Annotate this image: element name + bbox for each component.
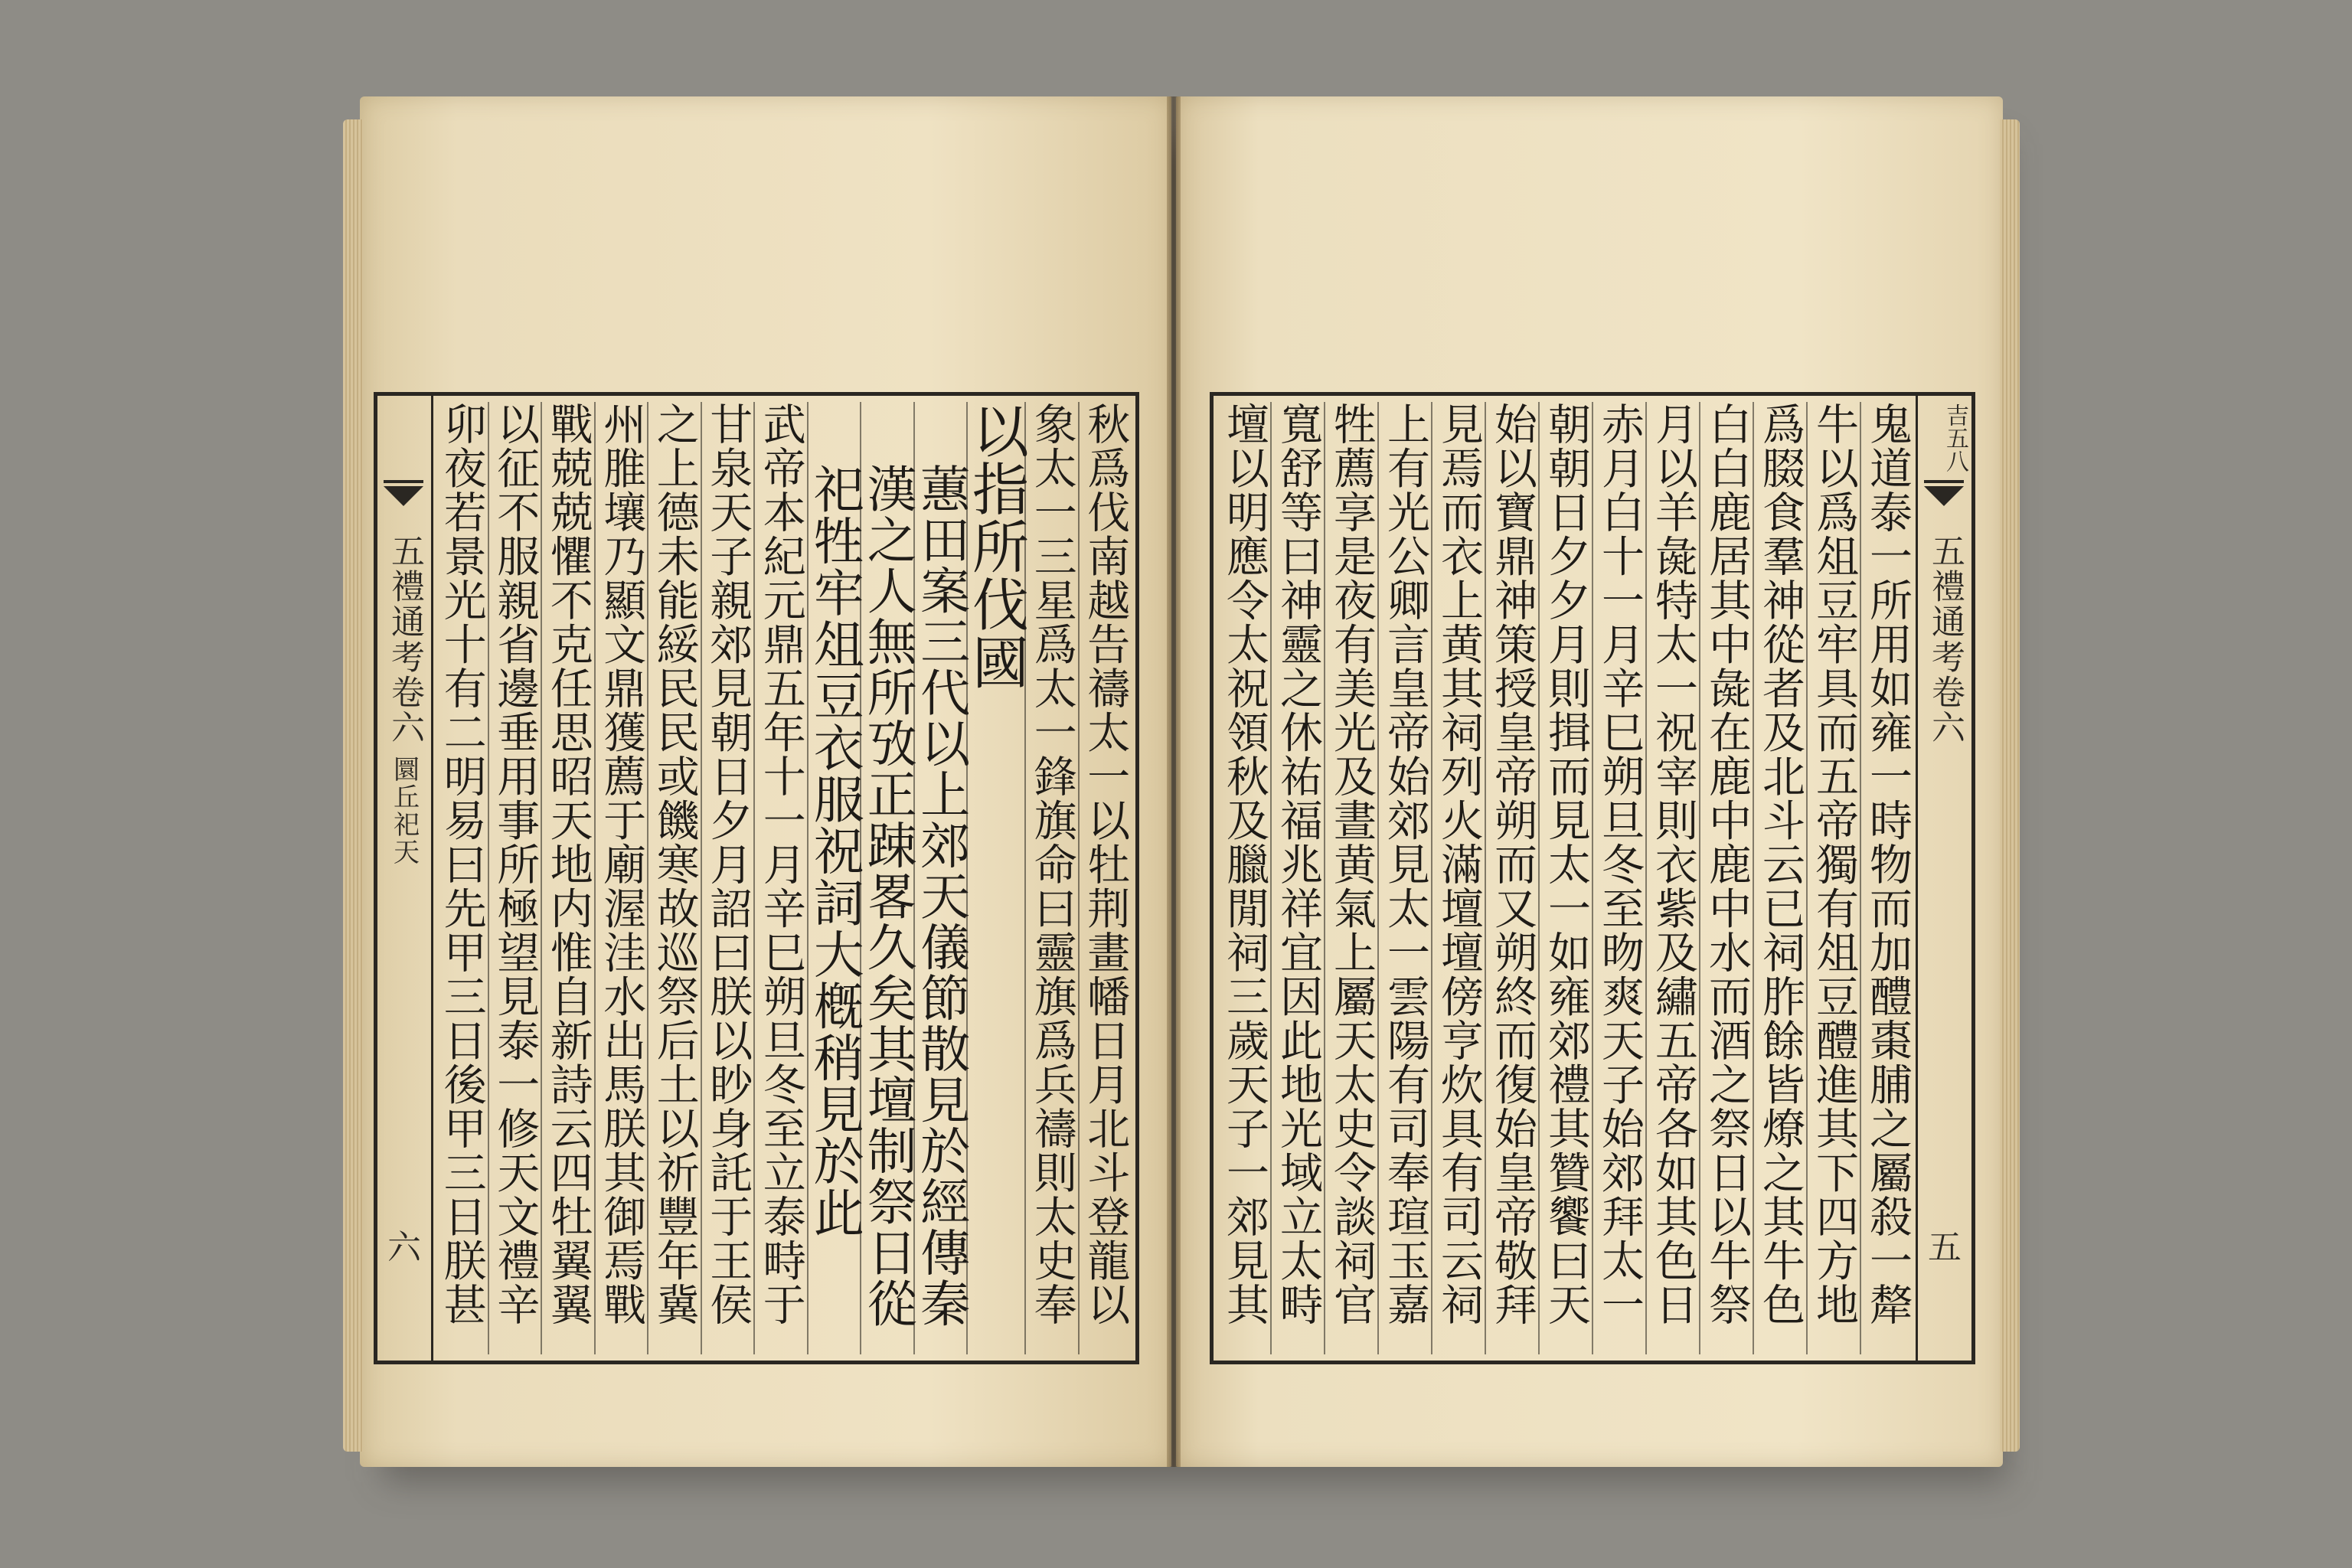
right-columns [1218,402,1913,1354]
right-page [1176,96,2003,1467]
text-column: 白白鹿居其中彘在鹿中鹿中水而酒之祭日以牛祭 [1699,402,1753,1354]
text-column: 甘泉天子親郊見朝日夕月詔曰朕以眇身託于王侯 [701,402,754,1354]
text-column: 月以羊彘特太一祝宰則衣紫及繡五帝各如其色日 [1645,402,1699,1354]
text-column: 戰兢兢懼不克任思昭天地内惟自新詩云四牡翼翼 [541,402,594,1354]
open-book [360,96,2006,1475]
right-page-edges [2000,119,2020,1452]
left-page-edges [343,119,363,1452]
text-column: 始以寶鼎神策授皇帝朔而又朔終而復始皇帝敬拜 [1485,402,1538,1354]
left-page [360,96,1171,1467]
left-banner-section: 圜丘祀天 [388,756,420,866]
text-column: 牛以爲俎豆牢具而五帝獨有俎豆醴進其下四方地 [1806,402,1860,1354]
text-column: 寬舒等曰神靈之休祐福兆祥宜因此地光域立太畤 [1270,402,1324,1354]
left-page-number: 六 [387,1228,421,1267]
book-gutter [1167,96,1181,1467]
text-column: 之上德未能綏民民或饑寒故巡祭后土以祈豐年冀 [647,402,701,1354]
fish-tail-icon [1924,486,1964,517]
right-banner-title: 五禮通考卷六 [1926,534,1965,745]
text-column: 以征不服親省邊垂用事所極望見泰一修天文禮辛 [488,402,541,1354]
text-column: 武帝本紀元鼎五年十一月辛巳朔旦冬至立泰畤于 [753,402,807,1354]
text-column: 赤月白十一月辛巳朔旦冬至昒爽天子始郊拜太一 [1592,402,1645,1354]
left-banner-title [377,534,431,866]
text-column: 祀牲牢俎豆衣服祝詞大槪稍見於此 [807,402,861,1354]
fish-tail-icon [384,486,423,517]
left-center-strip [377,396,433,1361]
text-column: 卯夜若景光十有二明易曰先甲三日後甲三日朕甚 [436,402,487,1327]
right-center-strip [1916,396,1971,1361]
right-text-frame [1210,392,1975,1364]
text-column: 見焉而衣上黄其祠列火滿壇壇傍亨炊具有司云祠 [1431,402,1485,1354]
left-columns [436,402,1131,1354]
text-column: 秋爲伐南越告禱太一以牡荆畫幡日月北斗登龍以 [1078,402,1132,1354]
text-column: 鬼道泰一所用如雍一時物而加醴棗脯之屬殺一犛 [1860,402,1913,1354]
text-column: 朝朝日夕夕月則揖而見太一如雍郊禮其贊饗曰天 [1538,402,1592,1354]
text-column: 漢之人無所攷正踈畧久矣其壇制祭日從 [860,402,913,1354]
left-banner-title-text: 五禮通考卷六 [385,534,424,745]
text-column: 壇以明應令太祝領秋及臘閒祠三歲天子一郊見其 [1220,402,1269,1327]
right-banner-top: 吉五八 [1942,403,1968,472]
text-column: 蕙田案三代以上郊天儀節散見於經傳秦 [913,402,967,1354]
text-column: 爲腏食羣神從者及北斗云已祠胙餘皆燎之其牛色 [1753,402,1806,1354]
text-column: 州脽壤乃顯文鼎獲薦于廟渥洼水出馬朕其御焉戰 [594,402,648,1354]
text-column: 牲薦享是夜有美光及晝黄氣上屬天太史令談祠官 [1324,402,1377,1354]
right-page-number: 五 [1928,1228,1962,1267]
text-column: 象太一三星爲太一鋒旗命曰靈旗爲兵禱則太史奉 [1024,402,1078,1354]
left-text-frame [374,392,1139,1364]
text-column: 以指所伐國 [966,402,1024,1354]
text-column: 上有光公卿言皇帝始郊見太一雲陽有司奉瑄玉嘉 [1377,402,1431,1354]
